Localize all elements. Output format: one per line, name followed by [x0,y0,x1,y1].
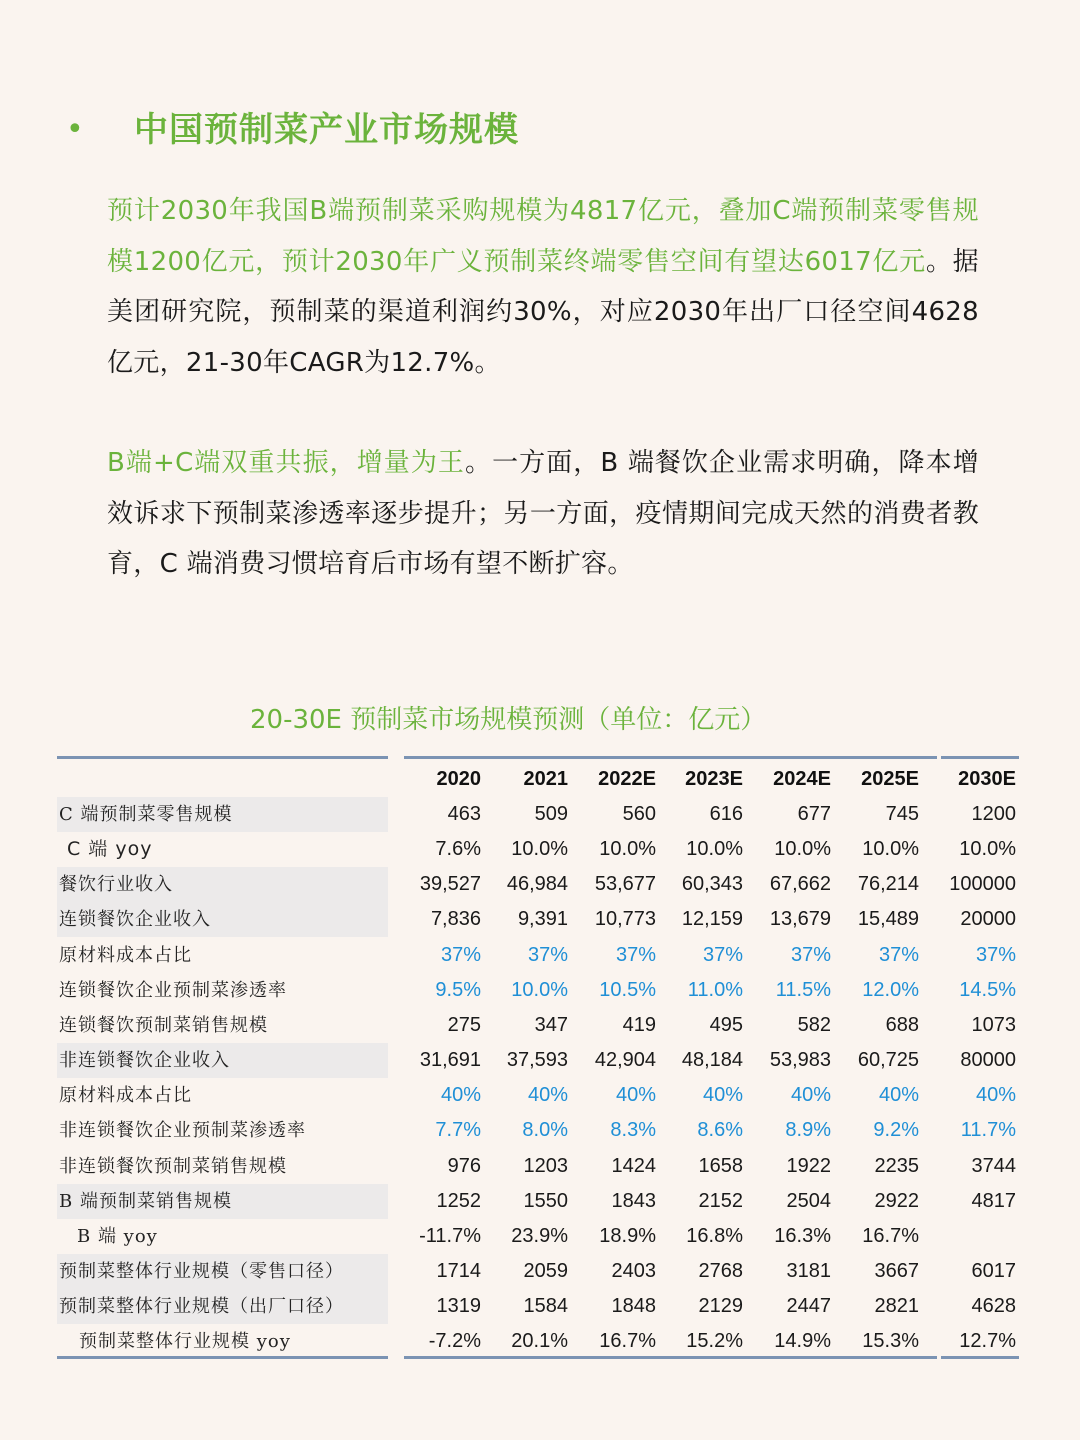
table-cell: 37% [975,943,1016,966]
table-cell: 37% [790,943,831,966]
paragraph-1-highlight: 预计2030年我国B端预制菜采购规模为4817亿元，叠加C端预制菜零售规模1200亿元，预计2030年广义预制菜终端零售空间有望达6017亿元 [107,196,979,277]
table-cell: -7.2% [428,1330,481,1353]
table-cell: 9,391 [517,908,568,931]
row-label: C 端 yoy [67,838,153,861]
row-label: B 端预制菜销售规模 [59,1190,232,1212]
table-cell: 10.0% [774,838,831,861]
table-cell: 16.7% [862,1224,919,1247]
table-cell: 40% [790,1084,831,1107]
table-cell: 40% [440,1084,481,1107]
table-cell: 37% [702,943,743,966]
table-cell: 37,593 [506,1049,568,1072]
table-cell: 37% [527,943,568,966]
table-cell: 14.9% [774,1330,831,1353]
table-cell: 347 [534,1013,568,1036]
table-cell: 37% [440,943,481,966]
table-cell: 15,489 [857,908,919,931]
table-cell: 7.7% [435,1119,481,1142]
table-title: 20-30E 预制菜市场规模预测（单位：亿元） [250,705,767,735]
table-cell: 2152 [698,1189,743,1212]
table-cell: 688 [885,1013,919,1036]
table-cell: 40% [975,1084,1016,1107]
row-label: 餐饮行业收入 [59,874,173,896]
table-cell: 560 [622,803,656,825]
table-cell: 11.7% [960,1119,1016,1142]
row-label: 原材料成本占比 [59,1085,192,1107]
table-cell: 18.9% [599,1224,656,1247]
row-label: C 端预制菜零售规模 [59,804,233,825]
table-cell: 2821 [874,1295,919,1318]
table-cell: 509 [534,803,568,825]
column-header: 2025E [861,768,919,790]
table-cell: 37% [615,943,656,966]
table-cell: 48,184 [681,1049,743,1072]
table-row [57,1149,1019,1184]
table-cell: 1848 [611,1295,656,1318]
table-cell: 2447 [786,1295,831,1318]
table-cell: 23.9% [511,1224,568,1247]
table-top-rule [941,756,1019,759]
table-cell: 80000 [960,1049,1016,1072]
table-cell: 2059 [523,1259,568,1282]
row-label: 连锁餐饮预制菜销售规模 [59,1014,268,1036]
table-row [57,938,1019,973]
table-cell: 7,836 [430,908,481,931]
table-cell: 37% [878,943,919,966]
table-cell: 677 [797,803,831,825]
table-cell: 6017 [971,1259,1016,1282]
table-cell: 1843 [611,1189,656,1212]
table-cell: 20000 [960,908,1016,931]
row-label: 非连锁餐饮预制菜销售规模 [59,1155,287,1177]
table-row [57,1254,1019,1289]
column-header: 2021 [523,768,568,790]
table-cell: 1424 [611,1154,656,1177]
table-cell: 1584 [523,1295,568,1318]
table-cell: 16.8% [686,1224,743,1247]
paragraph-2-body: 。一方面，B 端餐饮企业需求明确，降本增效诉求下预制菜渗透率逐步提升；另一方面，疫情期间完成天然的消费者教育，C 端消费习惯培育后市场有望不断扩容。 [107,448,979,579]
table-cell: 495 [709,1013,743,1036]
table-top-rule [404,756,937,759]
table-cell: 11.0% [687,978,743,1001]
column-header: 2030E [958,768,1016,790]
table-row [57,1324,1019,1359]
table-top-rule [57,756,388,759]
table-cell: 8.0% [522,1119,568,1142]
table-cell: 3667 [874,1259,919,1282]
table-cell: 1073 [971,1013,1016,1036]
table-cell: 2235 [874,1154,919,1177]
row-label: 连锁餐饮企业预制菜渗透率 [59,979,287,1001]
table-row [57,832,1019,867]
column-header: 2022E [598,768,656,790]
table-cell: 419 [622,1013,656,1036]
table-cell: 275 [447,1013,481,1036]
table-row [57,1043,1019,1078]
table-row [57,1219,1019,1254]
table-cell: 2922 [874,1189,919,1212]
table-cell: 8.3% [610,1119,656,1142]
table-row [57,1184,1019,1219]
table-cell: 9.2% [873,1119,919,1142]
row-label: 预制菜整体行业规模 yoy [79,1331,291,1353]
section-title: 中国预制菜产业市场规模 [134,110,519,150]
table-cell: 1319 [436,1295,481,1318]
table-cell: 1658 [698,1154,743,1177]
table-cell: 53,677 [594,873,656,896]
table-cell: 582 [797,1013,831,1036]
table-cell: 4628 [971,1295,1016,1318]
table-cell: 10.5% [599,978,656,1001]
table-cell: 46,984 [506,873,568,896]
table-cell: 8.6% [697,1119,743,1142]
table-row [57,1078,1019,1113]
table-cell: 76,214 [857,873,919,896]
row-label: 非连锁餐饮企业收入 [59,1050,230,1072]
bullet: • [66,112,84,147]
table-cell: 745 [885,803,919,825]
table-cell: 15.3% [862,1330,919,1353]
table-cell: 10.0% [959,838,1016,861]
table-cell: 39,527 [419,873,481,896]
table-cell: 13,679 [769,908,831,931]
table-cell: 4817 [971,1189,1016,1212]
table-cell: 2504 [786,1189,831,1212]
table-cell: 463 [447,803,481,825]
table-cell: 2768 [698,1259,743,1282]
row-label: 原材料成本占比 [59,944,192,966]
table-cell: 2129 [698,1295,743,1318]
table-cell: 12.0% [862,978,919,1001]
table-cell: 15.2% [686,1330,743,1353]
row-label: 预制菜整体行业规模（出厂口径） [59,1296,344,1318]
table-cell: 42,904 [594,1049,656,1072]
table-cell: 60,343 [681,873,743,896]
table-cell: 3744 [971,1154,1016,1177]
row-label: 预制菜整体行业规模（零售口径） [59,1260,344,1282]
table-cell: 1200 [971,803,1016,825]
table-cell: 2403 [611,1259,656,1282]
table-cell: 53,983 [769,1049,831,1072]
table-cell: 10.0% [686,838,743,861]
table-cell: 40% [615,1084,656,1107]
table-cell: 10.0% [862,838,919,861]
table-cell: 1203 [523,1154,568,1177]
table-cell: 9.5% [435,978,481,1001]
table-cell: 12.7% [959,1330,1016,1353]
table-cell: 20.1% [511,1330,568,1353]
paragraph-2-highlight: B端+C端双重共振，增量为王 [107,448,466,478]
table-row [57,797,1019,832]
table-cell: 8.9% [785,1119,831,1142]
table-cell: 40% [878,1084,919,1107]
table-cell: 1252 [436,1189,481,1212]
paragraph-1 [107,186,979,388]
table-cell: 1714 [436,1259,481,1282]
table-cell: 67,662 [769,873,831,896]
table-cell: 616 [709,803,743,825]
table-cell: 7.6% [435,838,481,861]
column-header: 2023E [685,768,743,790]
table-cell: -11.7% [419,1224,481,1247]
paragraph-2 [107,438,979,590]
paragraph-1-body: 。据美团研究院，预制菜的渠道利润约30%，对应2030年出厂口径空间4628亿元，21-30年CAGR为12.7%。 [107,246,979,378]
table-cell: 1922 [786,1154,831,1177]
table-row [57,1113,1019,1148]
row-label: 连锁餐饮企业收入 [59,909,211,931]
table-cell: 12,159 [681,908,743,931]
table-cell: 14.5% [959,978,1016,1001]
column-header: 2020 [436,768,481,790]
table-row [57,1289,1019,1324]
table-row [57,867,1019,902]
table-row [57,973,1019,1008]
table-row [57,1008,1019,1043]
table-cell: 3181 [786,1259,831,1282]
table-cell: 11.5% [775,978,831,1001]
row-label: B 端 yoy [77,1225,158,1247]
table-cell: 16.7% [599,1330,656,1353]
table-cell: 10,773 [594,908,656,931]
table-cell: 10.0% [599,838,656,861]
table-cell: 31,691 [419,1049,481,1072]
table-row [57,902,1019,937]
table-cell: 40% [702,1084,743,1107]
row-label: 非连锁餐饮企业预制菜渗透率 [59,1120,306,1142]
table-cell: 976 [447,1154,481,1177]
column-header: 2024E [773,768,831,790]
table-cell: 16.3% [774,1224,831,1247]
table-cell: 60,725 [857,1049,919,1072]
table-cell: 100000 [949,873,1016,896]
table-cell: 1550 [523,1189,568,1212]
table-cell: 10.0% [511,978,568,1001]
table-cell: 40% [527,1084,568,1107]
table-cell: 10.0% [511,838,568,861]
